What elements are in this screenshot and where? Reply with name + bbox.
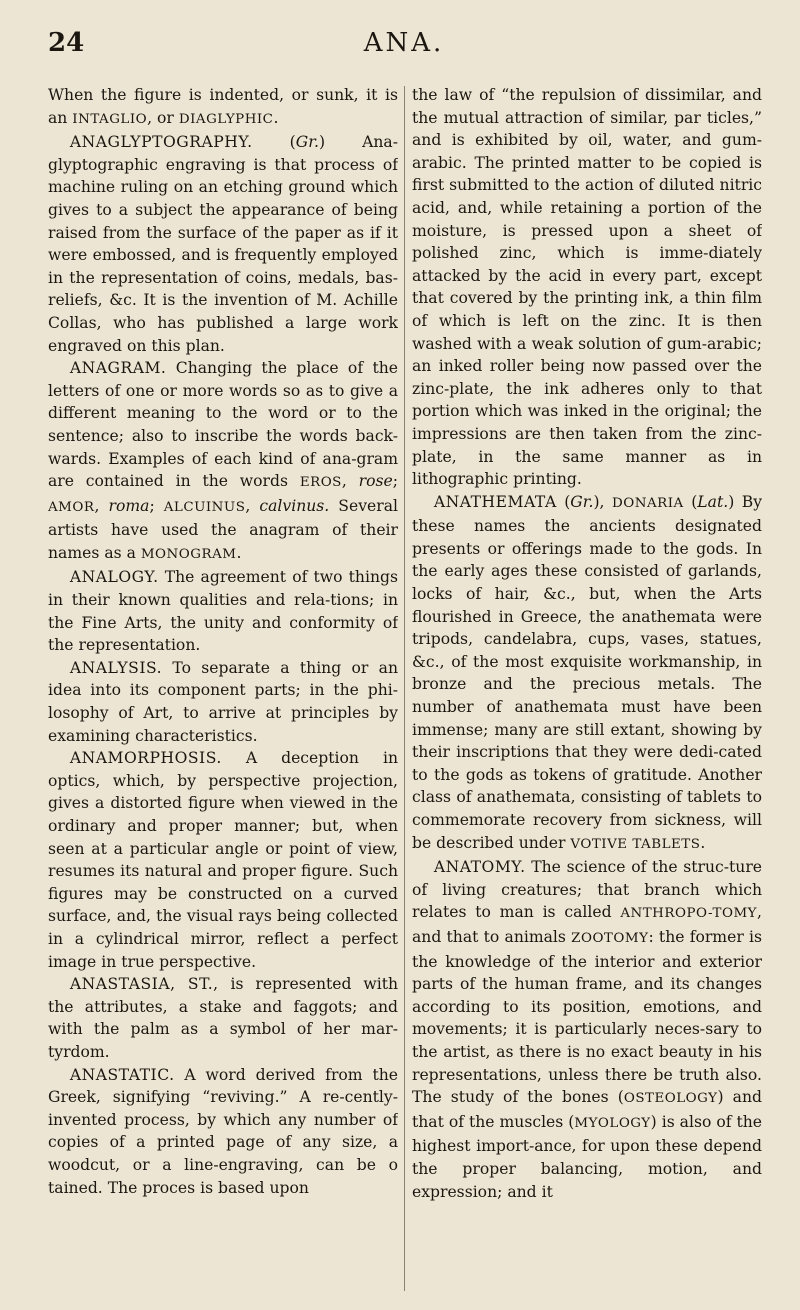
page-number: 24 (48, 28, 85, 58)
dictionary-entry (48, 747, 398, 973)
dictionary-entry (48, 973, 398, 1063)
entry-headword: ANAGRAM. (69, 359, 167, 378)
entry-text: Several artists have used the anagram of their names as a (48, 496, 398, 562)
italic-text: rose (358, 472, 393, 491)
entry-text: ) By these names the ancients designated presents or offerings made to the gods. In the early ages these consisted of garlands, locks of hair, &c., but, when the Arts flourished in Greece, the anathemata were tripods, candelabra, cups, vases, statues, &c., of the most exquisite workmanship, in bronze and the precious metals. The number of anathemata must have been immense; many are still extant, showing by their inscriptions that they were dedi-cated to the gods as tokens of gratitude. Another class of anathemata, consisting of tablets to commemorate recovery from sickness, will be described under (412, 492, 762, 852)
entry-headword: ANATHEMATA (433, 492, 557, 511)
entry-text: . (273, 108, 279, 127)
entry-text: ; (392, 472, 398, 491)
italic-text: roma (108, 496, 150, 515)
cross-reference: DONARIA (611, 495, 684, 511)
dictionary-entry (412, 856, 762, 1203)
entry-text: : the former is the knowledge of the interior and exterior parts of the human frame, and its changes according to its position, emotions, and movements; it is particularly neces-sary to the artist, as there is no exact beauty in his representations, unless there be truth also. The study of the bones ( (412, 927, 762, 1107)
entry-headword: ANASTASIA, ST., (69, 975, 219, 994)
entry-text: A word derived from the Greek, signifying “reviving.” A re-cently-invented process, by which any number of copies of a printed page of any size, a woodcut, or a line-engraving, can be o tained. The proces is based upon (48, 1065, 398, 1197)
entry-headword: ANALYSIS. (69, 658, 163, 677)
cross-reference: DIAGLYPHIC (178, 111, 274, 127)
dictionary-entry (48, 131, 398, 357)
entry-text: , and that to animals (412, 903, 762, 946)
dictionary-entry (412, 491, 762, 857)
entry-text: ( (252, 133, 296, 152)
italic-text: calvinus. (259, 496, 330, 515)
entry-text: ; (149, 496, 164, 515)
italic-text: Gr. (570, 492, 594, 511)
entry-text: When the figure is indented, or sunk, it is an (48, 86, 398, 127)
entry-headword: ANAMORPHOSIS. (69, 749, 222, 768)
cross-reference: OSTEOLOGY (623, 1091, 718, 1107)
entry-text: , (94, 496, 109, 515)
entry-text: the law of “the repulsion of dissimilar, and the mutual attraction of similar, par ticles,” and is exhibited by oil, water, and gum-arabic. The printed matter to be copied is first submitted to the action of diluted nitric acid, and, while retaining a portion of the moisture, is pressed upon a sheet of polished zinc, which is imme-diately attacked by the acid in every part, except that covered by the printing ink, a thin film of which is left on the zinc. It is then washed with a weak solution of gum-arabic; an inked roller being now passed over the zinc-plate, the ink adheres only to that portion which was inked in the original; the impressions are then taken from the zinc-plate, in the same manner as in lithographic printing. (412, 86, 762, 489)
entry-text: ( (556, 492, 571, 511)
entry-text: A deception in optics, which, by perspective projection, gives a distorted figure when viewed in the ordinary and proper manner; but, when seen at a particular angle or point of view, resumes its natural and proper figure. Such figures may be constructed on a curved surface, and, the visual rays being collected in a cylindrical mirror, reflect a perfect image in true perspective. (48, 749, 398, 971)
entry-text: ), (593, 492, 612, 511)
column-divider (404, 86, 405, 1291)
entry-text: ) Ana-glyptographic engraving is that process of machine ruling on an etching ground which gives to a subject the appearance of being raised from the surface of the paper as if it were embossed, and is frequently employed in the representation of coins, medals, bas-reliefs, &c. It is the invention of M. Achille Collas, who has published a large work engraved on this plan. (48, 133, 398, 355)
dictionary-entry (48, 357, 398, 566)
entry-headword: ANALOGY. (69, 568, 159, 587)
cross-reference: ALCUINUS (163, 499, 246, 515)
cross-reference: MONOGRAM (140, 546, 237, 562)
italic-text: Lat. (697, 492, 729, 511)
running-head: ANA. (363, 28, 445, 58)
cross-reference: AMOR (48, 499, 95, 515)
entry-text: . (700, 833, 706, 852)
right-column (412, 84, 762, 1294)
entry-text: is represented with the attributes, a stake and faggots; and with the palm as a symbol of her mar-tyrdom. (48, 975, 398, 1061)
cross-reference: EROS (299, 475, 342, 491)
page-header (48, 28, 760, 64)
dictionary-entry (48, 1064, 398, 1200)
entry-text: , or (147, 108, 179, 127)
entry-text: ( (683, 492, 698, 511)
cross-reference: MYOLOGY (574, 1115, 651, 1131)
cross-reference: ZOOTOMY (571, 930, 649, 946)
entry-text: To separate a thing or an idea into its component parts; in the phi-losophy of Art, to arrive at principles by examining characteristics. (48, 658, 398, 745)
entry-text: Changing the place of the letters of one or more words so as to give a different meaning to the word or to the sentence; also to inscribe the words back-wards. Examples of each kind of ana-gram are contained in the words (48, 359, 398, 491)
entry-text: , (245, 496, 260, 515)
entry-text: ) is also of the highest import-ance, for upon these depend the proper balancing, motion, and expression; and it (412, 1112, 762, 1201)
dictionary-entry (48, 657, 398, 747)
entry-text: The science of the struc-ture of living creatures; that branch which relates to man is called (412, 858, 762, 922)
entry-headword: ANAGLYPTOGRAPHY. (69, 133, 253, 152)
entry-headword: ANATOMY. (433, 858, 526, 877)
cross-reference: ANTHROPO-TOMY (620, 906, 758, 922)
entry-text: The agreement of two things in their known qualities and rela-tions; in the Fine Arts, the unity and conformity of the representation. (48, 568, 398, 655)
entry-headword: ANASTATIC. (69, 1065, 175, 1084)
entry-text: ) and that of the muscles ( (412, 1088, 762, 1131)
italic-text: Gr. (295, 133, 319, 152)
cross-reference: INTAGLIO (72, 111, 148, 127)
cross-reference: VOTIVE TABLETS (570, 836, 701, 852)
continued-paragraph (48, 84, 398, 131)
continued-paragraph (412, 84, 762, 491)
dictionary-entry (48, 566, 398, 656)
entry-text: . (236, 543, 242, 562)
entry-text: , (341, 472, 359, 491)
left-column (48, 84, 398, 1294)
